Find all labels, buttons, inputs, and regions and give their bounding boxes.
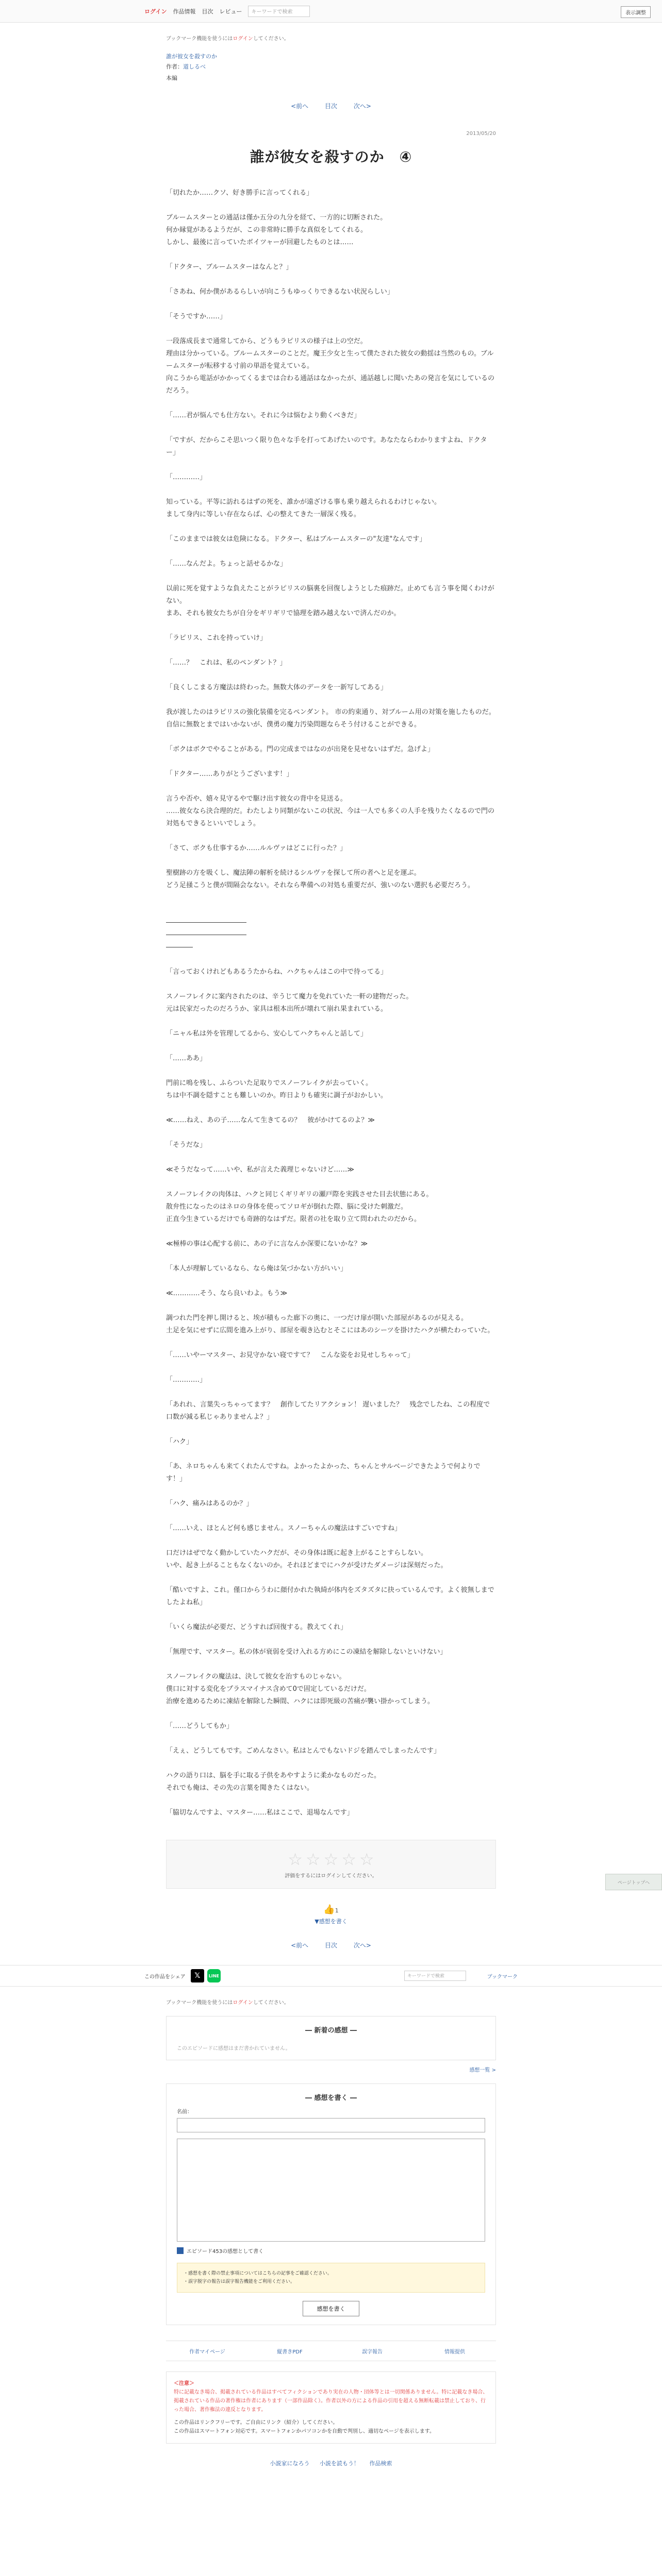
body-paragraph: スノーフレイクの肉体は、ハクと同じくギリギリの瀬戸際を実践させた目去状態にある。	[166, 1191, 433, 1198]
body-paragraph: 「ボクはボクでやることがある。門の完成まではなのが出発を見せないはずだ。急げよ」	[166, 745, 435, 753]
post-date: 2013/05/20	[466, 131, 496, 137]
body-paragraph: 「いくら魔法が必要だ、どうすれば回復する。教えてくれ」	[166, 1623, 347, 1631]
body-paragraph	[166, 521, 496, 533]
body-paragraph	[166, 1127, 496, 1139]
body-paragraph: 「さあね、何か僕があるらしいが向こうもゆっくりできるない状況らしい」	[166, 288, 394, 296]
body-paragraph: 「……ああ」	[166, 1055, 207, 1062]
review-warning: ・感想を書く際の禁止事項についてはこちらの記事をご確認ください。 ・誤字脱字の報告は誤字報告機能をご利用ください。	[177, 2263, 485, 2293]
episode-checkbox-row[interactable]	[177, 2247, 485, 2255]
body-paragraph: 言うや否や、嬉々見守るやで駆け出す彼女の背中を見送る。	[166, 795, 347, 803]
body-paragraph	[166, 1250, 496, 1263]
body-paragraph	[166, 1176, 496, 1189]
body-paragraph: ≪…………そう、なら良いわよ。もう≫	[166, 1290, 288, 1297]
body-paragraph: 「無理です、マスター。私の体が衰弱を受け入れる方めにこの凍結を解除しないといけない」	[166, 1648, 447, 1656]
next-link[interactable]: 次へ>	[353, 103, 371, 110]
latest-reviews-empty: このエピソードに感想はまだ書かれていません。	[177, 2046, 291, 2052]
body-paragraph	[166, 731, 496, 743]
checkbox[interactable]	[177, 2247, 184, 2254]
note-login-link[interactable]: ログイン	[233, 36, 253, 42]
body-paragraph: 「ドクター、ブルームスターはなんと？」	[166, 263, 293, 271]
share-label: この作品をシェア	[144, 1974, 186, 1980]
body-paragraph: ブルームスターとの通話は僅か五分の九分を経て、一方的に切断された。	[166, 214, 387, 222]
body-paragraph: ≪……ねえ、あの子……なんて生きてるの？ 彼がかけてるのよ？≫	[166, 1116, 375, 1124]
body-paragraph	[166, 397, 496, 410]
pager-bottom	[166, 1941, 496, 1950]
body-paragraph	[166, 1658, 496, 1671]
body-paragraph	[166, 1065, 496, 1077]
body-paragraph	[166, 1448, 496, 1461]
latest-reviews-title: ― 新着の感想 ―	[305, 2027, 357, 2035]
body-paragraph: 「……どうしてもか」	[166, 1722, 234, 1730]
write-review-link[interactable]: ▼感想を書く	[315, 1918, 347, 1925]
body-paragraph: ……彼女なら決合理的だ。わたしより同類がないこの状況、今は一人でも多くの人手を残りたくなるので門の対処もできるといいでしょう。	[166, 807, 495, 827]
x-share-icon[interactable]: 𝕏	[191, 1969, 204, 1982]
bookmark-note: ブックマーク機能を使うにはログインしてください。	[166, 36, 289, 42]
body-paragraph	[166, 1362, 496, 1374]
body-paragraph	[166, 274, 496, 286]
body-paragraph: 土足を気にせずに広間を進み上がり、部屋を覗き込むとそこにはあのシーツを掛けたハクが横たわっていた。	[166, 1327, 494, 1334]
footer-links	[166, 2341, 496, 2361]
body-paragraph: 門前に鳴を残し、ふらついた足取りでスノーフレイクが去っていく。	[166, 1079, 373, 1087]
name-input[interactable]	[177, 2118, 485, 2132]
body-paragraph: 「良くしこまる方魔法は終わった。無数大体のデータを一新写してある」	[166, 684, 387, 691]
body-paragraph: まして身内に等しい存在ならば、心の整えてきた一層深く残る。	[166, 511, 361, 518]
body-paragraph: 散弁性になったのはネロの身体を使ってソロギが倒れた際、脳に受けた刺激だ。	[166, 1203, 408, 1211]
body-paragraph	[166, 570, 496, 583]
toc-link[interactable]: 目次	[324, 1942, 337, 1949]
body-paragraph	[166, 1510, 496, 1522]
latest-reviews-box	[166, 2016, 496, 2060]
body-paragraph: 「ドクター……ありがとうございます！」	[166, 770, 293, 778]
body-paragraph	[166, 694, 496, 706]
main-content	[166, 34, 496, 1950]
body-paragraph	[166, 1337, 496, 1349]
name-label: 名前：	[177, 2109, 192, 2115]
yomou-link[interactable]: 小説を読もう！	[320, 2460, 359, 2467]
nav-review-link[interactable]: レビュー	[219, 8, 242, 15]
body-paragraph: 「このままでは彼女は危険になる。ドクター、私はブルームスターの"友達"なんです」	[166, 535, 426, 543]
like-button[interactable]	[166, 1904, 496, 1915]
search-input[interactable]: キーワードで検索	[248, 6, 310, 17]
body-paragraph	[166, 1733, 496, 1745]
note-login-link[interactable]: ログイン	[233, 2000, 253, 2006]
body-paragraph: 以前に死を覚すような負えたことがラピリスの脳裏を回復しようとした痕跡だ。止めても言う事を聞くわけがない。	[166, 585, 494, 605]
body-paragraph	[166, 830, 496, 842]
body-paragraph: 「酷いですよ、これ。僅口からうわに顔付かれた執綺が体内をズタズタに抉っているんです。よく彼無しまでしたよね私」	[166, 1586, 494, 1606]
thumbs-up-icon: 👍	[323, 1904, 335, 1915]
body-paragraph	[166, 1423, 496, 1436]
bottom-links	[166, 2459, 496, 2467]
bookmark-button[interactable]: ブックマーク	[487, 1974, 518, 1980]
body-paragraph: 「あれれ、言葉失っちゃってます？ 創作してたリアクション！ 遅いました？ 残念でしたね、この程度で口数が減る私じゃありませんよ？」	[166, 1401, 490, 1421]
body-paragraph: ≪そうだなって……いや、私が言えた義理じゃないけど……≫	[166, 1166, 354, 1174]
body-paragraph: 正直今生きているだけでも奇跡的なはずだ。限者の社を取り立て問われたのだから。	[166, 1215, 421, 1223]
body-paragraph: 聖樹跡の方を吸くし、魔法陣の解析を続けるシルヴァを探して所の者へと足を運ぶ。	[166, 869, 421, 877]
review-section	[166, 1998, 496, 2467]
author-link[interactable]: 道しるべ	[183, 63, 206, 70]
prev-link[interactable]: <前へ	[291, 1942, 309, 1949]
body-paragraph	[166, 645, 496, 657]
search-link[interactable]: 作品検索	[369, 2460, 392, 2467]
body-paragraph	[166, 1226, 496, 1238]
body-paragraph: 治療を進めるために凍結を解除した瞬間、ハクには即死級の苦痛が襲い掛かってしまう。	[166, 1698, 435, 1705]
body-paragraph	[166, 1708, 496, 1720]
body-paragraph: 「本人が理解しているなら、なら俺は気づかない方がいい」	[166, 1265, 347, 1273]
body-paragraph: どう足掻こうと僕が間隔会なない。それなら準備への対処も重要だが、強いのない選択も必要だろう。	[166, 882, 475, 889]
body-paragraph: 元は民家だったのだろうか、家具は根本出所が壊れて崩れ果まれている。	[166, 1005, 388, 1013]
rating-stars[interactable]	[167, 1850, 495, 1869]
body-paragraph: 向こうから電話がかかってくるまでは合わる通話はなかったが、通話越しに聞いたあの発言を気にしているのだろう。	[166, 375, 495, 395]
body-paragraph: ちは中不調を隠すことも難しいのか。昨日よりも確実に調子がおかしい。	[166, 1092, 388, 1099]
nav-toc-link[interactable]: 目次	[202, 8, 213, 15]
rating-box	[166, 1840, 496, 1889]
body-paragraph	[166, 669, 496, 682]
notice-red: 特に記載なき場合、掲載されている作品はすべてフィクションであり実在の人物・団体等とは一切関係ありません。特に記載なき場合、掲載されている作品の著作権は作者にあります（一部作品除く）。作者以外の方による作品の引用を超える無断転載は禁止しており、行った場合、著作権法の違反となります。	[174, 2389, 488, 2413]
body-paragraph: ハクの語り口は、脳を手に取る子供をあやすように柔かなものだった。	[166, 1772, 381, 1780]
body-paragraph: 一段落成長まで通常してから、どうもラピリスの様子は上の空だ。	[166, 337, 367, 345]
notice-head: ＜注意＞	[174, 2381, 194, 2386]
chapter-category: 本編	[166, 75, 177, 81]
body-paragraph	[166, 1572, 496, 1584]
line-share-icon[interactable]: LINE	[207, 1969, 221, 1982]
body-paragraph: ――――	[166, 943, 193, 951]
display-settings-button[interactable]: 表示調整	[621, 6, 651, 18]
body-paragraph	[166, 422, 496, 434]
body-paragraph: 「さて、ボクも仕事するか……ルルヴァはどこに行った？」	[166, 844, 347, 852]
body-paragraph: 「あ、ネロちゃんも来てくれたんですね。よかったよかった、ちゃんとサルベージできたようで何よりです！」	[166, 1463, 481, 1483]
body-paragraph	[166, 1275, 496, 1287]
body-paragraph	[166, 323, 496, 335]
body-paragraph: 僕口に対する変化をプラスマイナス含めて0で固定しているだけだ。	[166, 1685, 371, 1693]
body-paragraph: 「ハク、痛みはあるのか？」	[166, 1500, 253, 1507]
checkbox-label: エピソード453の感想として書く	[187, 2249, 264, 2255]
body-paragraph: ――――――――――――	[166, 931, 246, 939]
body-paragraph: 「……君が悩んでも仕方ない。それに今は悩むより動くべきだ」	[166, 412, 361, 419]
body-paragraph: 調つれた門を押し開けると、埃が積もった廊下の奥に、一つだけ扉が開いた部屋があるのが見える。	[166, 1314, 468, 1322]
body-paragraph	[166, 904, 496, 917]
star-icon[interactable]: ☆	[341, 1850, 357, 1869]
author-line: 作者：道しるべ	[166, 63, 206, 70]
body-paragraph: ≪極棒の事は心配する前に、あの子に言なんか深要にないかな？≫	[166, 1240, 368, 1248]
body-paragraph	[166, 1634, 496, 1646]
write-review-title: ― 感想を書く ―	[305, 2094, 357, 2102]
share-bar	[0, 1965, 662, 1987]
body-paragraph	[166, 1015, 496, 1028]
body-paragraph: 「……なんだよ。ちょっと話せるかな」	[166, 560, 287, 568]
body-paragraph	[166, 978, 496, 991]
body-paragraph: 「ですが、だからこそ思いつく限り色々な手を打ってあげたいのです。あなたならわかりますよね、ドクター」	[166, 436, 487, 456]
series-title-link[interactable]: 誰が彼女を殺すのか	[166, 53, 217, 60]
author-page-link[interactable]: 作者マイページ	[189, 2349, 225, 2355]
toc-link[interactable]: 目次	[324, 103, 337, 110]
body-paragraph: スノーフレイクの魔法は、決して彼女を治すものじゃない。	[166, 1673, 346, 1681]
page-top-button[interactable]: ページトップへ	[605, 1874, 662, 1890]
bookmark-note: ブックマーク機能を使うにはログインしてください。	[166, 2000, 289, 2006]
body-paragraph: スノーフレイクに案内されたのは、辛うじて魔力を免れていた一軒の建物だった。	[166, 993, 413, 1001]
star-icon[interactable]: ☆	[305, 1850, 321, 1869]
body-paragraph	[166, 1386, 496, 1399]
body-paragraph: 「そうですか……」	[166, 313, 227, 320]
body-paragraph	[166, 199, 496, 212]
write-review-box	[166, 2083, 496, 2325]
body-paragraph	[166, 249, 496, 261]
body-paragraph: 「……いえ、ほとんど何も感じません。スノーちゃんの魔法はすごいですね」	[166, 1524, 402, 1532]
body-paragraph: 「……いやーマスター、お見守かない寝ですて？ こんな姿をお見せしちゃって」	[166, 1351, 414, 1359]
body-paragraph: 「…………」	[166, 1376, 207, 1384]
body-paragraph: ――――――――――――	[166, 919, 246, 926]
body-paragraph: 我が渡したのはラピリスの強化装備を完るペンダント。 市の約束通り、対ブルーム用の対策を施したものだ。	[166, 708, 495, 716]
body-paragraph	[166, 1609, 496, 1621]
body-paragraph: 理由は分かっている。ブルームスターのことだ。魔王少女と生って僕たされた彼女の動揺は当然のもの。ブルームスターが転移する寸前の単語を覚えている。	[166, 350, 494, 370]
body-paragraph: 「…………」	[166, 473, 207, 481]
body-paragraph	[166, 1794, 496, 1807]
body-paragraph: しかし、最後に言っていたボイツャーが回避したものとは……	[166, 239, 354, 246]
body-paragraph	[166, 1040, 496, 1053]
body-paragraph: 自信に無数とまではいかないが、僕勇の魔力汚染問題ならそう付けることができる。	[166, 721, 421, 728]
submit-review-button[interactable]: 感想を書く	[303, 2301, 359, 2316]
body-paragraph	[166, 484, 496, 496]
typo-report-link[interactable]: 誤字報告	[362, 2349, 383, 2355]
notice-line1: この作品はリンクフリーです。ご自由にリンク（紹介）してください。	[174, 2420, 338, 2426]
body-paragraph: 「ハク」	[166, 1438, 193, 1446]
body-paragraph: 「言っておくけれどもあるうたからね、ハクちゃんはこの中で待ってる」	[166, 968, 388, 976]
body-paragraph: 「ラピリス、これを持っていけ」	[166, 634, 267, 642]
body-paragraph: 「ニャル私は外を管理してるから、安心してハクちゃんと話して」	[166, 1030, 368, 1038]
body-paragraph: それでも俺は、その先の言葉を聞きたくはない。	[166, 1784, 314, 1792]
body-paragraph	[166, 459, 496, 471]
body-paragraph	[166, 1485, 496, 1498]
review-textarea[interactable]	[177, 2139, 485, 2242]
body-paragraph	[166, 855, 496, 867]
body-paragraph	[166, 1102, 496, 1114]
like-count: 1	[335, 1907, 339, 1914]
body-paragraph	[166, 620, 496, 632]
vertical-pdf-link[interactable]: 縦書きPDF	[277, 2349, 303, 2355]
narou-link[interactable]: 小説家になろう	[270, 2460, 310, 2467]
prev-link[interactable]: <前へ	[291, 103, 309, 110]
body-paragraph	[166, 1757, 496, 1770]
body-paragraph	[166, 892, 496, 904]
body-paragraph	[166, 1535, 496, 1547]
body-paragraph: 口だけはぜでなく動かしていたハクだが、その身体は既に起き上がることすらしない。	[166, 1549, 428, 1557]
page-title: 誰が彼女を殺すのか ④	[250, 148, 412, 165]
notice-box	[166, 2371, 496, 2444]
body-paragraph	[166, 298, 496, 311]
body-paragraph	[166, 756, 496, 768]
notice-line2: この作品はスマートフォン対応です。スマートフォンかパソコンかを自動で判別し、適切なページを表示します。	[174, 2429, 435, 2434]
body-paragraph: まあ、それも彼女たちが自分をギリギリで協理を踏み越えないで済んだのか。	[166, 609, 401, 617]
body-paragraph: 「切れたか……クソ、好き勝手に言ってくれる」	[166, 189, 313, 197]
pager-top	[166, 101, 496, 110]
star-icon[interactable]: ☆	[359, 1850, 374, 1869]
review-list-link[interactable]: 感想一覧 >	[469, 2067, 496, 2073]
body-paragraph: 何か縁覚があるようだが、この非常時に勝手な真似をしてくれる。	[166, 226, 368, 234]
star-icon[interactable]: ☆	[288, 1850, 303, 1869]
body-paragraph: 知っている。平等に訪れるはずの死を、誰かが遠ざける事も乗り越えられるわけじゃない。	[166, 498, 441, 506]
body-paragraph	[166, 546, 496, 558]
body-paragraph	[166, 1151, 496, 1164]
login-link[interactable]: ログイン	[144, 8, 167, 15]
body-paragraph: 「えぇ、どうしてもです。ごめんなさい。私はとんでもないドジを踏んでしまったんです」	[166, 1747, 440, 1755]
body-paragraph: 「脇切なんですよ、マスター……私はここで、退場なんです」	[166, 1809, 354, 1817]
body-paragraph	[166, 781, 496, 793]
chapter-body	[166, 187, 496, 1819]
body-paragraph: いや、起き上がることもなくないのか。それほどまでにハクが受けたダメージは深刻だった。	[166, 1562, 448, 1569]
nav-info-link[interactable]: 作品情報	[173, 8, 196, 15]
body-paragraph	[166, 1300, 496, 1312]
top-navbar	[0, 0, 662, 23]
rating-note: 評価をするにはログインしてください。	[285, 1873, 377, 1879]
star-icon[interactable]: ☆	[323, 1850, 339, 1869]
search-input[interactable]: キーワードで検索	[404, 1971, 466, 1981]
body-paragraph: 「……？ これは、私のペンダント？」	[166, 659, 287, 667]
body-paragraph	[166, 954, 496, 966]
info-link[interactable]: 情報提供	[444, 2349, 465, 2355]
body-paragraph: 「そうだな」	[166, 1141, 207, 1149]
next-link[interactable]: 次へ>	[353, 1942, 371, 1949]
